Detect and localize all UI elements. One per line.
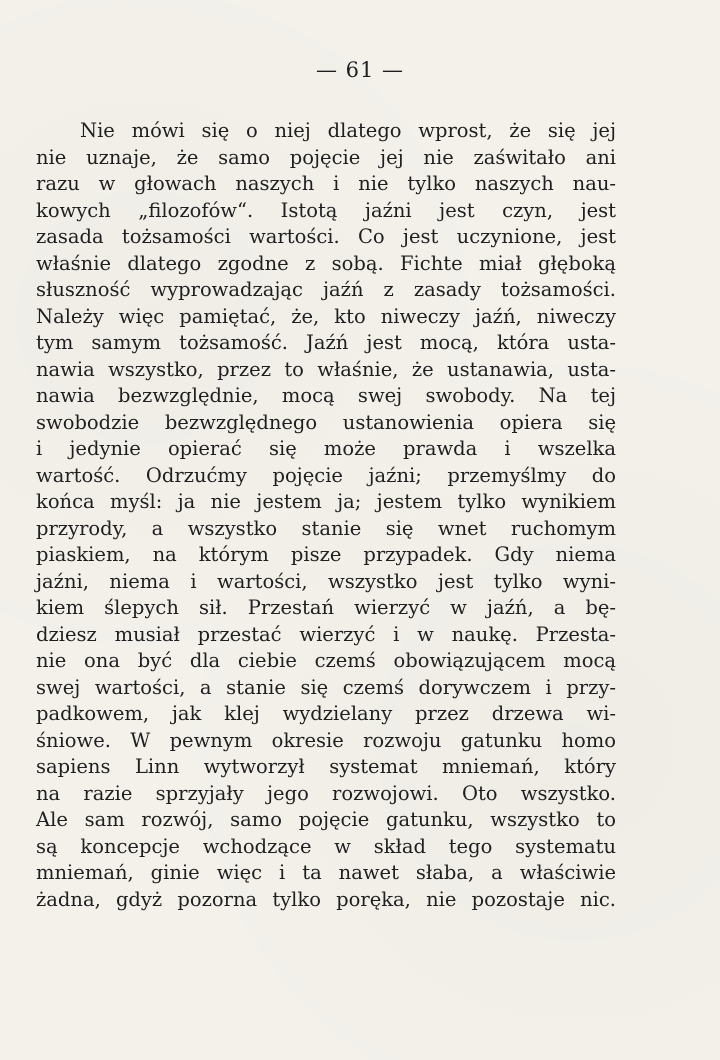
text-line: słuszność wyprowadzając jaźń z zasady tożsamości. bbox=[36, 278, 616, 301]
text-line: przyrody, a wszystko stanie się wnet ruchomym bbox=[36, 516, 616, 540]
text-line: swobodzie bezwzględnego ustanowienia opiera się bbox=[36, 410, 616, 434]
text-line: Należy więc pamiętać, że, kto niweczy jaźń, niweczy bbox=[36, 304, 616, 328]
text-line: śniowe. W pewnym okresie rozwoju gatunku homo bbox=[36, 728, 616, 752]
text-line: kiem ślepych sił. Przestań wierzyć w jaźń, a bę- bbox=[36, 596, 616, 619]
text-line: końca myśl: ja nie jestem ja; jestem tylko wynikiem bbox=[36, 490, 616, 513]
text-line: sapiens Linn wytworzył systemat mniemań, który bbox=[36, 755, 616, 778]
text-line: na razie sprzyjały jego rozwojowi. Oto wszystko. bbox=[36, 781, 616, 805]
text-line: nie ona być dla ciebie czemś obowiązującem mocą bbox=[36, 649, 616, 672]
text-line: są koncepcje wchodzące w skład tego systematu bbox=[36, 834, 616, 858]
text-line: Nie mówi się o niej dlatego wprost, że się jej bbox=[80, 119, 616, 142]
text-line: nie uznaje, że samo pojęcie jej nie zaświtało ani bbox=[36, 145, 616, 169]
text-line: piaskiem, na którym pisze przypadek. Gdy niema bbox=[36, 543, 616, 566]
text-line: nawia wszystko, przez to właśnie, że ustanawia, usta- bbox=[36, 357, 616, 381]
text-line: jaźni, niema i wartości, wszystko jest tylko wyni- bbox=[36, 569, 616, 593]
text-line: tym samym tożsamość. Jaźń jest mocą, która usta- bbox=[36, 331, 616, 354]
text-line: kowych „filozofów“. Istotą jaźni jest czyn, jest bbox=[36, 198, 616, 222]
text-line: wartość. Odrzućmy pojęcie jaźni; przemyślmy do bbox=[36, 463, 616, 487]
text-line: padkowem, jak klej wydzielany przez drzewa wi- bbox=[36, 702, 616, 725]
text-line: Ale sam rozwój, samo pojęcie gatunku, wszystko to bbox=[36, 808, 616, 831]
text-line: mniemań, ginie więc i ta nawet słaba, a właściwie bbox=[36, 861, 616, 884]
body-text bbox=[36, 118, 616, 913]
text-line: zasada tożsamości wartości. Co jest uczynione, jest bbox=[36, 225, 616, 248]
text-line: właśnie dlatego zgodne z sobą. Fichte miał głęboką bbox=[36, 251, 616, 275]
text-line: razu w głowach naszych i nie tylko naszych nau- bbox=[36, 172, 616, 195]
text-line: żadna, gdyż pozorna tylko poręka, nie pozostaje nic. bbox=[36, 887, 616, 911]
text-line: dziesz musiał przestać wierzyć i w naukę. Przesta- bbox=[36, 622, 616, 646]
text-line: swej wartości, a stanie się czemś dorywczem i przy- bbox=[36, 675, 616, 699]
text-line: i jedynie opierać się może prawda i wszelka bbox=[36, 437, 616, 460]
text-line: nawia bezwzględnie, mocą swej swobody. Na tej bbox=[36, 384, 616, 407]
page-number: — 61 — bbox=[315, 58, 405, 82]
